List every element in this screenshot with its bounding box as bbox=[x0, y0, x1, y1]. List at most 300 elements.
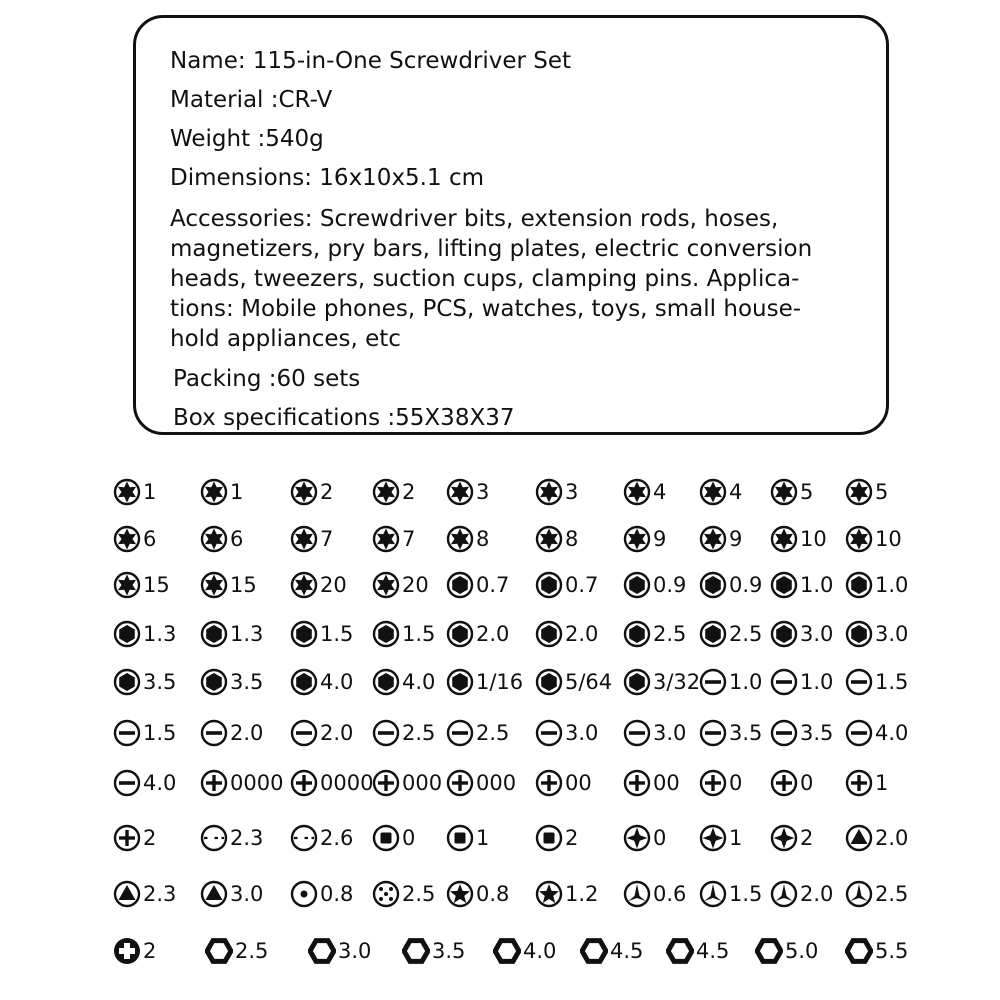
bit-size-label: 8 bbox=[565, 527, 579, 551]
phillips-icon bbox=[372, 769, 400, 797]
bit-item bbox=[372, 571, 429, 599]
bit-item bbox=[446, 571, 509, 599]
hex-socket-icon bbox=[308, 937, 336, 965]
bit-item bbox=[666, 937, 729, 965]
bit-item bbox=[113, 769, 176, 797]
bit-item bbox=[200, 719, 263, 747]
hex-icon bbox=[446, 668, 474, 696]
bit-size-label: 2 bbox=[565, 826, 579, 850]
bit-size-label: 9 bbox=[729, 527, 743, 551]
bit-size-label: 2.6 bbox=[320, 826, 354, 850]
bit-size-label: 1.3 bbox=[143, 622, 177, 646]
hex-icon bbox=[113, 668, 141, 696]
hex-socket-icon bbox=[402, 937, 430, 965]
slotted-icon bbox=[290, 719, 318, 747]
phillips-icon bbox=[200, 769, 228, 797]
bit-item bbox=[699, 880, 762, 908]
bit-size-label: 15 bbox=[230, 573, 257, 597]
bit-item bbox=[770, 880, 833, 908]
bit-item bbox=[290, 620, 353, 648]
plus-bold-icon bbox=[113, 937, 141, 965]
bit-size-label: 2.5 bbox=[476, 721, 510, 745]
triangle-icon bbox=[200, 880, 228, 908]
bit-item bbox=[699, 769, 742, 797]
bit-size-label: 2.0 bbox=[565, 622, 599, 646]
bit-item bbox=[113, 719, 176, 747]
y-tip-icon bbox=[290, 824, 318, 852]
tri-wing-icon bbox=[770, 880, 798, 908]
cross-point-icon bbox=[770, 824, 798, 852]
hex-icon bbox=[535, 620, 563, 648]
bit-item bbox=[580, 937, 643, 965]
bit-item bbox=[290, 824, 353, 852]
bit-item bbox=[290, 571, 347, 599]
bit-item bbox=[623, 668, 700, 696]
bit-size-label: 1.5 bbox=[729, 882, 763, 906]
bit-size-label: 0 bbox=[800, 771, 814, 795]
slotted-icon bbox=[845, 668, 873, 696]
bit-size-label: 0.9 bbox=[653, 573, 687, 597]
slotted-icon bbox=[535, 719, 563, 747]
bit-item bbox=[113, 824, 156, 852]
bit-item bbox=[845, 620, 908, 648]
bit-size-label: 20 bbox=[402, 573, 429, 597]
torx-star-icon bbox=[200, 478, 228, 506]
bit-item bbox=[402, 937, 465, 965]
torx-star-icon bbox=[845, 478, 873, 506]
bit-size-label: 4.5 bbox=[610, 939, 644, 963]
bit-item bbox=[200, 525, 243, 553]
bit-size-label: 1 bbox=[476, 826, 490, 850]
bit-item bbox=[623, 719, 686, 747]
bit-item bbox=[290, 719, 353, 747]
spec-box-specs: Box specifications :55X38X37 bbox=[173, 405, 515, 431]
bit-item bbox=[845, 571, 908, 599]
bit-size-label: 1 bbox=[230, 480, 244, 504]
hex-socket-icon bbox=[493, 937, 521, 965]
torx-star-icon bbox=[290, 571, 318, 599]
torx-star-icon bbox=[446, 525, 474, 553]
bit-size-label: 0.8 bbox=[476, 882, 510, 906]
bit-item bbox=[770, 571, 833, 599]
hex-icon bbox=[200, 620, 228, 648]
hex-icon bbox=[200, 668, 228, 696]
bit-size-label: 4.0 bbox=[143, 771, 177, 795]
bit-size-label: 00 bbox=[565, 771, 592, 795]
bit-item bbox=[290, 769, 373, 797]
bit-size-label: 9 bbox=[653, 527, 667, 551]
bit-size-label: 1.5 bbox=[402, 622, 436, 646]
bit-item bbox=[446, 880, 509, 908]
bit-item bbox=[845, 824, 908, 852]
bit-item bbox=[446, 478, 489, 506]
bit-item bbox=[845, 525, 902, 553]
bit-item bbox=[845, 937, 908, 965]
tri-wing-icon bbox=[845, 880, 873, 908]
bit-size-label: 2 bbox=[143, 826, 157, 850]
bit-size-label: 1.0 bbox=[800, 573, 834, 597]
bit-size-label: 15 bbox=[143, 573, 170, 597]
torx-star-icon bbox=[623, 525, 651, 553]
bit-size-label: 2.3 bbox=[230, 826, 264, 850]
phillips-icon bbox=[623, 769, 651, 797]
bit-size-label: 3.0 bbox=[653, 721, 687, 745]
torx-star-icon bbox=[372, 571, 400, 599]
bit-item bbox=[200, 620, 263, 648]
hex-icon bbox=[623, 668, 651, 696]
bit-size-label: 0.8 bbox=[320, 882, 354, 906]
bit-item bbox=[535, 525, 578, 553]
triangle-icon bbox=[845, 824, 873, 852]
torx-star-icon bbox=[372, 525, 400, 553]
phillips-icon bbox=[770, 769, 798, 797]
hex-socket-icon bbox=[845, 937, 873, 965]
bit-size-label: 7 bbox=[320, 527, 334, 551]
phillips-icon bbox=[290, 769, 318, 797]
bit-size-label: 1.0 bbox=[729, 670, 763, 694]
bit-item bbox=[205, 937, 268, 965]
bit-item bbox=[113, 478, 156, 506]
bit-size-label: 2.5 bbox=[875, 882, 909, 906]
bit-size-label: 2.0 bbox=[875, 826, 909, 850]
phillips-icon bbox=[113, 824, 141, 852]
bit-size-label: 1 bbox=[729, 826, 743, 850]
spec-dimensions: Dimensions: 16x10x5.1 cm bbox=[170, 165, 484, 191]
bit-item bbox=[535, 824, 578, 852]
torx-star-icon bbox=[113, 478, 141, 506]
bit-item bbox=[535, 719, 598, 747]
bit-size-label: 0.7 bbox=[476, 573, 510, 597]
bit-size-label: 3.0 bbox=[338, 939, 372, 963]
bit-size-label: 5.0 bbox=[785, 939, 819, 963]
bit-item bbox=[200, 668, 263, 696]
bit-size-label: 20 bbox=[320, 573, 347, 597]
bit-size-label: 5/64 bbox=[565, 670, 613, 694]
bit-item bbox=[535, 620, 598, 648]
bit-size-label: 8 bbox=[476, 527, 490, 551]
bit-item bbox=[290, 880, 353, 908]
bit-size-label: 5 bbox=[875, 480, 889, 504]
hex-icon bbox=[699, 620, 727, 648]
bit-size-label: 000 bbox=[402, 771, 443, 795]
hex-icon bbox=[372, 620, 400, 648]
hex-icon bbox=[623, 571, 651, 599]
torx-star-icon bbox=[845, 525, 873, 553]
torx-star-icon bbox=[290, 478, 318, 506]
bit-size-label: 4.0 bbox=[523, 939, 557, 963]
bit-item bbox=[113, 571, 170, 599]
hex-icon bbox=[623, 620, 651, 648]
bit-item bbox=[372, 719, 435, 747]
bit-item bbox=[845, 668, 908, 696]
pentalobe-icon bbox=[535, 880, 563, 908]
slotted-icon bbox=[699, 719, 727, 747]
bit-item bbox=[446, 668, 523, 696]
bit-size-label: 2 bbox=[800, 826, 814, 850]
dot-icon bbox=[290, 880, 318, 908]
bit-size-label: 0.6 bbox=[653, 882, 687, 906]
hex-icon bbox=[535, 668, 563, 696]
bit-size-label: 3.5 bbox=[800, 721, 834, 745]
bit-item bbox=[623, 478, 666, 506]
torx-star-icon bbox=[446, 478, 474, 506]
bit-item bbox=[372, 620, 435, 648]
bit-size-label: 3.5 bbox=[729, 721, 763, 745]
slotted-icon bbox=[113, 719, 141, 747]
hex-icon bbox=[535, 571, 563, 599]
spec-packing: Packing :60 sets bbox=[173, 366, 361, 392]
bit-item bbox=[699, 668, 762, 696]
bit-item bbox=[290, 668, 353, 696]
bit-item bbox=[372, 824, 415, 852]
slotted-icon bbox=[770, 668, 798, 696]
hex-icon bbox=[290, 620, 318, 648]
bit-size-label: 0 bbox=[729, 771, 743, 795]
tri-wing-icon bbox=[699, 880, 727, 908]
hex-socket-icon bbox=[666, 937, 694, 965]
bit-size-label: 2 bbox=[143, 939, 157, 963]
bit-size-label: 2.3 bbox=[143, 882, 177, 906]
bit-size-label: 5 bbox=[800, 480, 814, 504]
bit-size-label: 2.5 bbox=[235, 939, 269, 963]
spec-accessories-line: heads, tweezers, suction cups, clamping pins. Applica- bbox=[170, 266, 800, 292]
bit-size-label: 10 bbox=[800, 527, 827, 551]
torx-star-icon bbox=[770, 525, 798, 553]
hex-socket-icon bbox=[755, 937, 783, 965]
bit-item bbox=[535, 478, 578, 506]
hex-socket-icon bbox=[580, 937, 608, 965]
bit-item bbox=[770, 620, 833, 648]
slotted-icon bbox=[623, 719, 651, 747]
bit-size-label: 2.5 bbox=[402, 721, 436, 745]
cross-point-icon bbox=[623, 824, 651, 852]
slotted-icon bbox=[372, 719, 400, 747]
torx-star-icon bbox=[113, 571, 141, 599]
bit-item bbox=[535, 571, 598, 599]
five-dot-icon bbox=[372, 880, 400, 908]
spec-accessories-line: hold appliances, etc bbox=[170, 326, 401, 352]
bit-item bbox=[446, 824, 489, 852]
bit-size-label: 2.0 bbox=[230, 721, 264, 745]
y-tip-icon bbox=[200, 824, 228, 852]
bit-item bbox=[113, 620, 176, 648]
bit-item bbox=[113, 937, 156, 965]
bit-item bbox=[200, 880, 263, 908]
bit-item bbox=[623, 525, 666, 553]
triangle-icon bbox=[113, 880, 141, 908]
bit-item bbox=[535, 880, 598, 908]
bit-item bbox=[699, 571, 762, 599]
bit-size-label: 1.5 bbox=[143, 721, 177, 745]
torx-star-icon bbox=[372, 478, 400, 506]
bit-size-label: 3.0 bbox=[565, 721, 599, 745]
slotted-icon bbox=[446, 719, 474, 747]
bit-item bbox=[845, 719, 908, 747]
spec-material: Material :CR-V bbox=[170, 87, 333, 113]
torx-star-icon bbox=[290, 525, 318, 553]
hex-icon bbox=[845, 571, 873, 599]
bit-item bbox=[200, 769, 283, 797]
bit-size-label: 2.0 bbox=[800, 882, 834, 906]
torx-star-icon bbox=[770, 478, 798, 506]
bit-size-label: 6 bbox=[143, 527, 157, 551]
torx-star-icon bbox=[699, 478, 727, 506]
bit-size-label: 0 bbox=[402, 826, 416, 850]
bit-size-label: 4.0 bbox=[320, 670, 354, 694]
bit-item bbox=[699, 824, 742, 852]
slotted-icon bbox=[699, 668, 727, 696]
phillips-icon bbox=[699, 769, 727, 797]
hex-icon bbox=[372, 668, 400, 696]
bit-size-label: 4.5 bbox=[696, 939, 730, 963]
bit-item bbox=[446, 525, 489, 553]
bit-size-label: 3.0 bbox=[875, 622, 909, 646]
bit-size-label: 4.0 bbox=[875, 721, 909, 745]
bit-size-label: 4 bbox=[729, 480, 743, 504]
bit-item bbox=[446, 620, 509, 648]
bit-item bbox=[535, 668, 612, 696]
bit-item bbox=[290, 525, 333, 553]
bit-size-label: 1/16 bbox=[476, 670, 524, 694]
bit-size-label: 1 bbox=[875, 771, 889, 795]
bit-item bbox=[623, 769, 680, 797]
bit-size-label: 10 bbox=[875, 527, 902, 551]
bit-item bbox=[623, 620, 686, 648]
bit-size-label: 2.0 bbox=[320, 721, 354, 745]
bit-size-label: 0 bbox=[653, 826, 667, 850]
bit-item bbox=[200, 571, 257, 599]
hex-icon bbox=[770, 620, 798, 648]
bit-size-label: 3 bbox=[476, 480, 490, 504]
bit-size-label: 1.2 bbox=[565, 882, 599, 906]
bit-item bbox=[770, 668, 833, 696]
bit-size-label: 6 bbox=[230, 527, 244, 551]
bit-size-label: 3.5 bbox=[432, 939, 466, 963]
bit-size-label: 2.5 bbox=[729, 622, 763, 646]
bit-item bbox=[845, 880, 908, 908]
spec-accessories-line: Accessories: Screwdriver bits, extension rods, hoses, bbox=[170, 206, 779, 232]
bit-item bbox=[770, 769, 813, 797]
bit-item bbox=[372, 525, 415, 553]
bit-item bbox=[623, 880, 686, 908]
bit-size-label: 2 bbox=[320, 480, 334, 504]
bit-item bbox=[372, 880, 435, 908]
spec-accessories-line: magnetizers, pry bars, lifting plates, electric conversion bbox=[170, 236, 813, 262]
bit-item bbox=[770, 719, 833, 747]
bit-size-label: 1.0 bbox=[875, 573, 909, 597]
tri-wing-icon bbox=[623, 880, 651, 908]
hex-icon bbox=[446, 620, 474, 648]
bit-size-label: 7 bbox=[402, 527, 416, 551]
hex-icon bbox=[113, 620, 141, 648]
bit-size-label: 4 bbox=[653, 480, 667, 504]
bit-item bbox=[623, 824, 666, 852]
torx-star-icon bbox=[535, 478, 563, 506]
bit-item bbox=[770, 525, 827, 553]
bit-item bbox=[372, 769, 442, 797]
square-drive-icon bbox=[535, 824, 563, 852]
slotted-icon bbox=[845, 719, 873, 747]
bit-size-label: 1.5 bbox=[320, 622, 354, 646]
bit-size-label: 3.5 bbox=[143, 670, 177, 694]
phillips-icon bbox=[446, 769, 474, 797]
bit-item bbox=[308, 937, 371, 965]
bit-item bbox=[845, 769, 888, 797]
bit-size-label: 5.5 bbox=[875, 939, 909, 963]
phillips-icon bbox=[535, 769, 563, 797]
slotted-icon bbox=[200, 719, 228, 747]
square-drive-icon bbox=[372, 824, 400, 852]
torx-star-icon bbox=[200, 525, 228, 553]
torx-star-icon bbox=[113, 525, 141, 553]
hex-icon bbox=[845, 620, 873, 648]
torx-star-icon bbox=[699, 525, 727, 553]
bit-size-label: 000 bbox=[476, 771, 517, 795]
bit-item bbox=[200, 478, 243, 506]
bit-item bbox=[493, 937, 556, 965]
spec-weight: Weight :540g bbox=[170, 126, 324, 152]
bit-item bbox=[290, 478, 333, 506]
bit-size-label: 1.3 bbox=[230, 622, 264, 646]
hex-icon bbox=[770, 571, 798, 599]
bit-size-label: 0000 bbox=[320, 771, 374, 795]
bit-size-label: 4.0 bbox=[402, 670, 436, 694]
cross-point-icon bbox=[699, 824, 727, 852]
spec-accessories-line: tions: Mobile phones, PCS, watches, toys, small house- bbox=[170, 296, 802, 322]
bit-item bbox=[770, 824, 813, 852]
hex-icon bbox=[446, 571, 474, 599]
slotted-icon bbox=[113, 769, 141, 797]
bit-item bbox=[446, 719, 509, 747]
bit-size-label: 2.0 bbox=[476, 622, 510, 646]
torx-star-icon bbox=[623, 478, 651, 506]
bit-item bbox=[113, 668, 176, 696]
bit-item bbox=[372, 668, 435, 696]
torx-star-icon bbox=[535, 525, 563, 553]
bit-size-label: 1.0 bbox=[800, 670, 834, 694]
bit-size-label: 2 bbox=[402, 480, 416, 504]
bit-size-label: 3.0 bbox=[800, 622, 834, 646]
bit-size-label: 2.5 bbox=[653, 622, 687, 646]
bit-item bbox=[113, 525, 156, 553]
bit-item bbox=[699, 620, 762, 648]
bit-item bbox=[372, 478, 415, 506]
bit-size-label: 0.9 bbox=[729, 573, 763, 597]
bit-size-label: 3/32 bbox=[653, 670, 701, 694]
bit-size-label: 1.5 bbox=[875, 670, 909, 694]
bit-item bbox=[699, 525, 742, 553]
bit-size-label: 3.0 bbox=[230, 882, 264, 906]
bit-size-label: 3 bbox=[565, 480, 579, 504]
torx-star-icon bbox=[200, 571, 228, 599]
hex-socket-icon bbox=[205, 937, 233, 965]
bit-item bbox=[699, 719, 762, 747]
phillips-icon bbox=[845, 769, 873, 797]
spec-name: Name: 115-in-One Screwdriver Set bbox=[170, 48, 572, 74]
bit-size-label: 0.7 bbox=[565, 573, 599, 597]
bit-item bbox=[699, 478, 742, 506]
hex-icon bbox=[290, 668, 318, 696]
bit-item bbox=[623, 571, 686, 599]
bit-size-label: 2.5 bbox=[402, 882, 436, 906]
bit-item bbox=[200, 824, 263, 852]
pentalobe-icon bbox=[446, 880, 474, 908]
bit-item bbox=[755, 937, 818, 965]
hex-icon bbox=[699, 571, 727, 599]
bit-size-label: 3.5 bbox=[230, 670, 264, 694]
bit-size-label: 0000 bbox=[230, 771, 284, 795]
bit-size-label: 00 bbox=[653, 771, 680, 795]
